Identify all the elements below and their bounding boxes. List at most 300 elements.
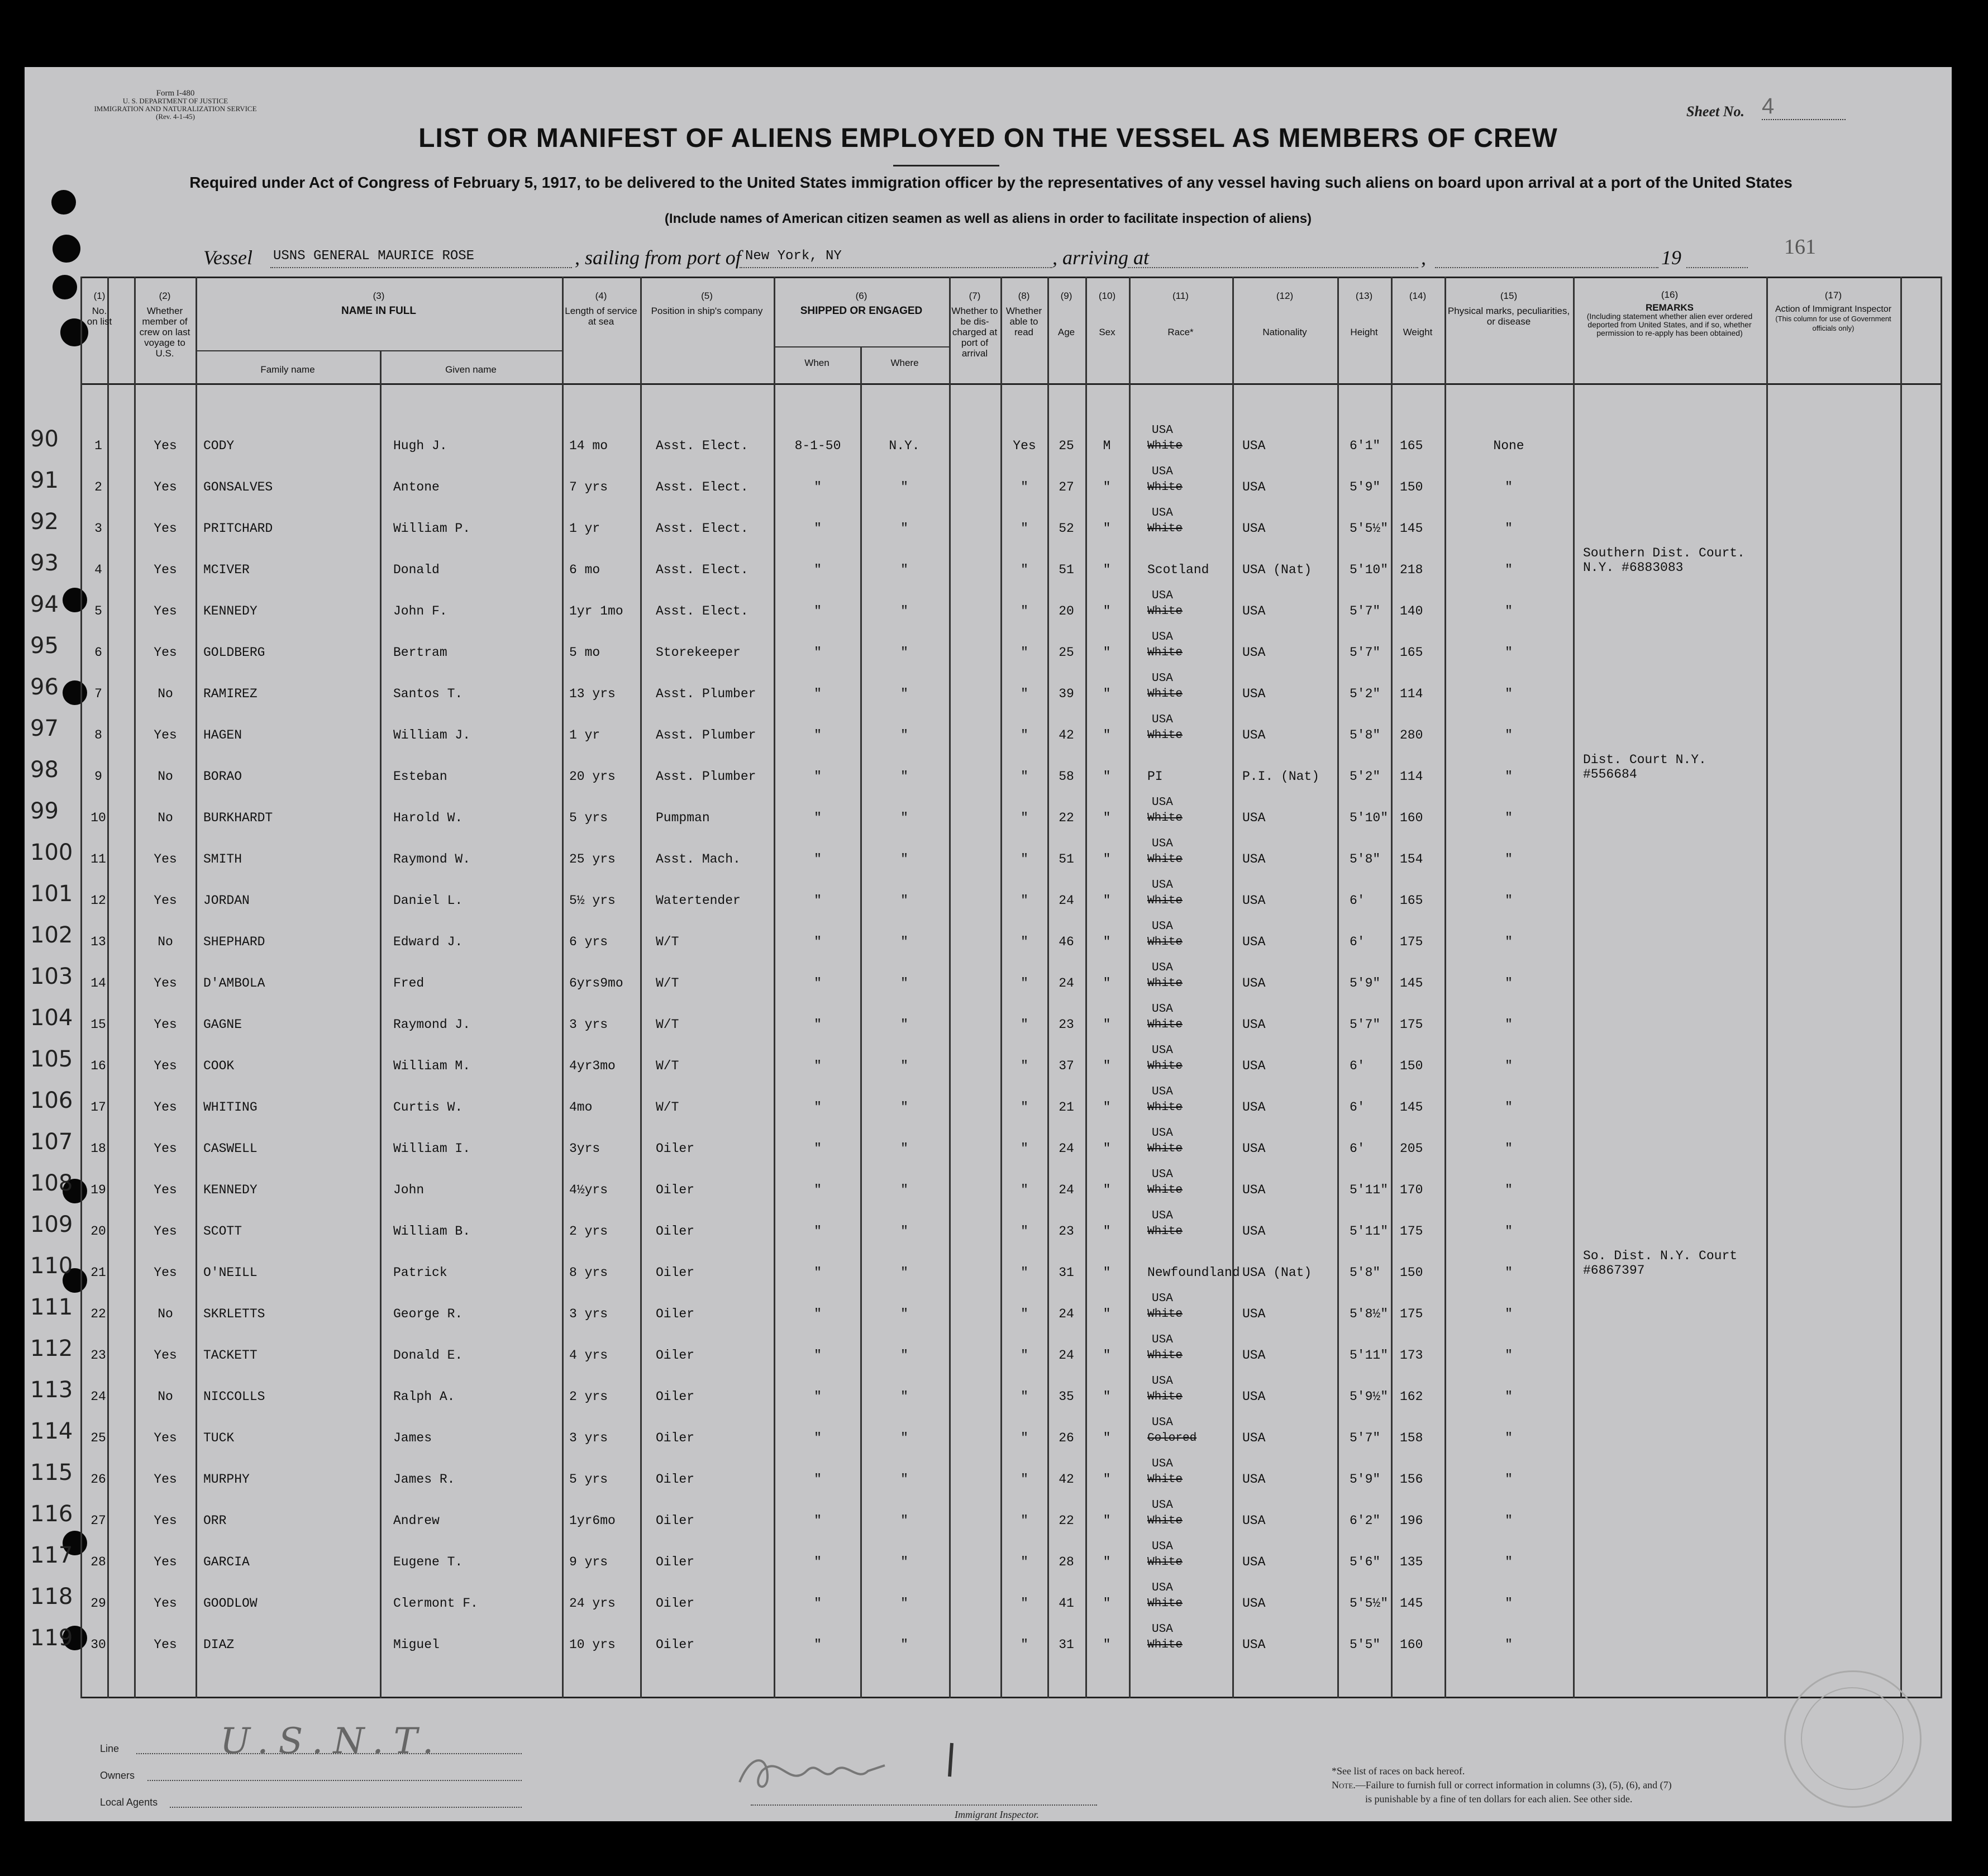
race-original: White	[1147, 1639, 1183, 1651]
row-number: 2	[94, 480, 102, 494]
service-length: 4mo	[569, 1100, 593, 1115]
race-original: White	[1147, 894, 1183, 907]
shipped-when: "	[814, 1513, 822, 1528]
physical-marks: "	[1505, 604, 1513, 618]
prev-voyage: No	[158, 769, 173, 784]
vessel-label: Vessel	[203, 246, 252, 269]
service-length: 5½ yrs	[569, 893, 616, 908]
inspector-signature	[728, 1732, 963, 1804]
physical-marks: "	[1505, 1307, 1513, 1321]
weight: 160	[1400, 811, 1423, 825]
row-number: 25	[90, 1431, 106, 1445]
row-number: 21	[90, 1265, 106, 1280]
race-corrected: USA	[1152, 631, 1173, 644]
physical-marks: "	[1505, 1555, 1513, 1569]
shipped-where: "	[900, 976, 908, 991]
shipped-where: "	[900, 811, 908, 825]
sex: "	[1103, 1555, 1111, 1569]
weight: 175	[1400, 1224, 1423, 1239]
position: Oiler	[656, 1555, 695, 1569]
able-to-read: "	[1021, 480, 1028, 494]
position: Asst. Elect.	[656, 439, 749, 453]
age: 51	[1059, 852, 1074, 866]
sex: "	[1103, 1017, 1111, 1032]
physical-marks: "	[1505, 1265, 1513, 1280]
sex: "	[1103, 1348, 1111, 1363]
nationality: USA	[1242, 1637, 1266, 1652]
given-name: Fred	[393, 976, 425, 991]
weight: 156	[1400, 1472, 1423, 1487]
row-margin-number: 95	[30, 633, 59, 659]
shipped-when: "	[814, 1472, 822, 1487]
service-length: 3 yrs	[569, 1017, 608, 1032]
row-margin-number: 98	[30, 757, 59, 783]
able-to-read: "	[1021, 1637, 1028, 1652]
age: 24	[1059, 976, 1074, 991]
able-to-read: "	[1021, 645, 1028, 660]
family-name: RAMIREZ	[203, 687, 258, 701]
col2-label: Whether member of crew on last voyage to U.S.	[139, 306, 190, 359]
height: 5'11"	[1350, 1224, 1389, 1239]
col8-header	[1000, 291, 1047, 337]
physical-marks: "	[1505, 521, 1513, 536]
family-name: JORDAN	[203, 893, 250, 908]
nationality: USA	[1242, 976, 1266, 991]
races-note: *See list of races on back hereof.	[1332, 1765, 1465, 1777]
col7-number: (7)	[969, 291, 981, 301]
family-name: GOODLOW	[203, 1596, 258, 1611]
service-length: 3yrs	[569, 1141, 600, 1156]
family-name: CASWELL	[203, 1141, 258, 1156]
given-name: Andrew	[393, 1513, 440, 1528]
row-number: 23	[90, 1348, 106, 1363]
race-original: White	[1147, 1391, 1183, 1403]
race-original: White	[1147, 1225, 1183, 1238]
row-margin-number: 92	[30, 509, 59, 535]
shipped-when: "	[814, 728, 822, 742]
row-number: 29	[90, 1596, 106, 1611]
family-name: ORR	[203, 1513, 227, 1528]
physical-marks: "	[1505, 1348, 1513, 1363]
sex: "	[1103, 1307, 1111, 1321]
family-name: GONSALVES	[203, 480, 273, 494]
shipped-where: "	[900, 1637, 908, 1652]
nationality: USA	[1242, 1307, 1266, 1321]
shipped-where: "	[900, 645, 908, 660]
shipped-when: "	[814, 604, 822, 618]
row-number: 1	[94, 439, 102, 453]
physical-marks: "	[1505, 480, 1513, 494]
prev-voyage: Yes	[154, 1141, 177, 1156]
race: Newfoundland	[1147, 1265, 1240, 1280]
row-number: 22	[90, 1307, 106, 1321]
height: 6'	[1350, 1100, 1365, 1115]
row-number: 12	[90, 893, 106, 908]
race-corrected: USA	[1152, 424, 1173, 437]
height: 6'2"	[1350, 1513, 1381, 1528]
physical-marks: "	[1505, 1183, 1513, 1197]
row-number: 10	[90, 811, 106, 825]
weight: 150	[1400, 1265, 1423, 1280]
able-to-read: "	[1021, 1141, 1028, 1156]
family-name: SKRLETTS	[203, 1307, 265, 1321]
col12-label: Nationality	[1262, 327, 1307, 337]
given-name: William B.	[393, 1224, 471, 1239]
position: Oiler	[656, 1513, 695, 1528]
col11-header	[1129, 291, 1232, 337]
given-name: William J.	[393, 728, 471, 742]
service-length: 25 yrs	[569, 852, 616, 866]
shipped-when: "	[814, 1265, 822, 1280]
physical-marks: "	[1505, 811, 1513, 825]
able-to-read: "	[1021, 521, 1028, 536]
shipped-when: "	[814, 1596, 822, 1611]
shipped-where: "	[900, 1389, 908, 1404]
inspector-label: Immigrant Inspector.	[955, 1809, 1039, 1820]
shipped-where: "	[900, 893, 908, 908]
punch-hole	[63, 680, 87, 705]
height: 5'8½"	[1350, 1307, 1389, 1321]
prev-voyage: Yes	[154, 1513, 177, 1528]
row-margin-number: 111	[30, 1294, 73, 1320]
col10-label: Sex	[1099, 327, 1115, 337]
able-to-read: "	[1021, 1348, 1028, 1363]
shipped-when: "	[814, 645, 822, 660]
col6-label: SHIPPED OR ENGAGED	[800, 305, 923, 317]
service-length: 13 yrs	[569, 687, 616, 701]
sex: "	[1103, 1513, 1111, 1528]
nationality: USA	[1242, 1224, 1266, 1239]
nationality: USA	[1242, 1555, 1266, 1569]
col10-number: (10)	[1098, 291, 1116, 301]
height: 5'5½"	[1350, 1596, 1389, 1611]
column-rule	[640, 277, 642, 1698]
shipped-where: "	[900, 1141, 908, 1156]
row-number: 14	[90, 976, 106, 991]
age: 42	[1059, 1472, 1074, 1487]
col7-header	[949, 291, 1000, 359]
row-number: 30	[90, 1637, 106, 1652]
shipped-where: "	[900, 728, 908, 742]
sex: "	[1103, 604, 1111, 618]
prev-voyage: Yes	[154, 1224, 177, 1239]
height: 5'7"	[1350, 645, 1381, 660]
service-length: 7 yrs	[569, 480, 608, 494]
port-field-line	[740, 267, 1052, 268]
row-margin-number: 96	[30, 674, 59, 700]
nationality: USA	[1242, 1596, 1266, 1611]
family-name: D'AMBOLA	[203, 976, 265, 991]
given-name: Eugene T.	[393, 1555, 463, 1569]
physical-marks: "	[1505, 1596, 1513, 1611]
shipped-when: "	[814, 1183, 822, 1197]
age: 23	[1059, 1224, 1074, 1239]
prev-voyage: Yes	[154, 1596, 177, 1611]
service-length: 4 yrs	[569, 1348, 608, 1363]
family-name: DIAZ	[203, 1637, 235, 1652]
family-name-header: Family name	[260, 364, 315, 375]
shipped-when: "	[814, 1389, 822, 1404]
service-length: 20 yrs	[569, 769, 616, 784]
given-name-header: Given name	[445, 364, 497, 375]
height: 5'10"	[1350, 811, 1389, 825]
prev-voyage: Yes	[154, 1348, 177, 1363]
race-corrected: USA	[1152, 1085, 1173, 1098]
prev-voyage: Yes	[154, 563, 177, 577]
service: IMMIGRATION AND NATURALIZATION SERVICE	[94, 104, 257, 113]
nationality: USA	[1242, 1183, 1266, 1197]
shipped-when: "	[814, 976, 822, 991]
race-original: White	[1147, 1308, 1183, 1321]
given-name: Curtis W.	[393, 1100, 463, 1115]
row-number: 16	[90, 1059, 106, 1073]
race-original: White	[1147, 646, 1183, 659]
service-length: 3 yrs	[569, 1431, 608, 1445]
col15-number: (15)	[1500, 291, 1518, 301]
physical-marks: "	[1505, 1637, 1513, 1652]
height: 6'	[1350, 935, 1365, 949]
race-original: White	[1147, 936, 1183, 949]
prev-voyage: Yes	[154, 1431, 177, 1445]
weight: 154	[1400, 852, 1423, 866]
row-margin-number: 110	[30, 1253, 73, 1279]
local-agents-label: Local Agents	[100, 1797, 158, 1808]
weight: 145	[1400, 976, 1423, 991]
weight: 218	[1400, 563, 1423, 577]
position: Asst. Elect.	[656, 604, 749, 618]
column-rule	[1766, 277, 1768, 1698]
age: 24	[1059, 1141, 1074, 1156]
family-name: GAGNE	[203, 1017, 242, 1032]
col2-number: (2)	[159, 291, 171, 301]
position: W/T	[656, 935, 679, 949]
weight: 135	[1400, 1555, 1423, 1569]
row-number: 20	[90, 1224, 106, 1239]
punch-hole	[63, 588, 87, 612]
race-corrected: USA	[1152, 1375, 1173, 1388]
position: Asst. Plumber	[656, 769, 756, 784]
position: W/T	[656, 1100, 679, 1115]
sex: "	[1103, 1389, 1111, 1404]
remarks: So. Dist. N.Y. Court #6867397	[1583, 1249, 1738, 1278]
height: 5'7"	[1350, 1431, 1381, 1445]
able-to-read: "	[1021, 769, 1028, 784]
able-to-read: "	[1021, 728, 1028, 742]
able-to-read: "	[1021, 1183, 1028, 1197]
nationality: USA	[1242, 687, 1266, 701]
shipped-when: "	[814, 480, 822, 494]
family-name: WHITING	[203, 1100, 258, 1115]
position: Oiler	[656, 1265, 695, 1280]
shipped-when: "	[814, 563, 822, 577]
race-corrected: USA	[1152, 1540, 1173, 1553]
sex: "	[1103, 1183, 1111, 1197]
height: 5'8"	[1350, 852, 1381, 866]
given-name: William M.	[393, 1059, 471, 1073]
age: 39	[1059, 687, 1074, 701]
agents-field-line	[170, 1807, 522, 1808]
shipped-when: "	[814, 1100, 822, 1115]
row-margin-number: 93	[30, 550, 59, 576]
family-name: KENNEDY	[203, 1183, 258, 1197]
column-rule	[949, 277, 951, 1698]
table-top-rule	[80, 277, 1941, 278]
column-rule	[1900, 277, 1902, 1698]
note-label: Note.	[1332, 1779, 1356, 1791]
sheet-number-value: 4	[1762, 94, 1846, 120]
family-name: KENNEDY	[203, 604, 258, 618]
position: Oiler	[656, 1389, 695, 1404]
manifest-sheet	[25, 67, 1952, 1821]
port-name: New York, NY	[745, 249, 842, 264]
prev-voyage: Yes	[154, 976, 177, 991]
family-name: O'NEILL	[203, 1265, 258, 1280]
shipped-where: "	[900, 687, 908, 701]
weight: 170	[1400, 1183, 1423, 1197]
shipped-where: "	[900, 521, 908, 536]
row-margin-number: 116	[30, 1501, 73, 1527]
faint-stamp-inner	[1801, 1687, 1904, 1790]
service-length: 2 yrs	[569, 1389, 608, 1404]
given-name: Ralph A.	[393, 1389, 455, 1404]
weight: 175	[1400, 1017, 1423, 1032]
col17-label: Action of Immigrant Inspector	[1775, 304, 1892, 314]
shipped-where: "	[900, 1224, 908, 1239]
row-number: 28	[90, 1555, 106, 1569]
prev-voyage: Yes	[154, 1637, 177, 1652]
sex: "	[1103, 1100, 1111, 1115]
sex: "	[1103, 1431, 1111, 1445]
nationality: USA	[1242, 645, 1266, 660]
shipped-when: "	[814, 1555, 822, 1569]
column-rule	[1085, 277, 1087, 1698]
sailing-label: , sailing from port of	[575, 246, 741, 269]
race-original: White	[1147, 1597, 1183, 1610]
family-name: SMITH	[203, 852, 242, 866]
row-margin-number: 91	[30, 468, 59, 493]
weight: 160	[1400, 1637, 1423, 1652]
height: 5'10"	[1350, 563, 1389, 577]
physical-marks: "	[1505, 935, 1513, 949]
race-corrected: USA	[1152, 465, 1173, 478]
family-name: TACKETT	[203, 1348, 258, 1363]
service-length: 4yr3mo	[569, 1059, 616, 1073]
prev-voyage: Yes	[154, 852, 177, 866]
prev-voyage: Yes	[154, 1100, 177, 1115]
sex: "	[1103, 687, 1111, 701]
able-to-read: "	[1021, 893, 1028, 908]
given-name: Raymond W.	[393, 852, 471, 866]
age: 42	[1059, 728, 1074, 742]
arriving-label: , arriving at	[1052, 246, 1150, 269]
prev-voyage: Yes	[154, 1059, 177, 1073]
col9-header	[1047, 291, 1085, 337]
age: 24	[1059, 1348, 1074, 1363]
column-rule	[1941, 277, 1942, 1698]
row-margin-number: 90	[30, 426, 59, 452]
shipped-when: "	[814, 852, 822, 866]
shipped-where: "	[900, 935, 908, 949]
row-margin-number: 97	[30, 716, 59, 741]
vessel-name: USNS GENERAL MAURICE ROSE	[273, 249, 475, 264]
given-name: Edward J.	[393, 935, 463, 949]
able-to-read: "	[1021, 604, 1028, 618]
able-to-read: "	[1021, 563, 1028, 577]
col1-label: No. on list	[87, 306, 112, 327]
family-name: CODY	[203, 439, 235, 453]
race-original: White	[1147, 1018, 1183, 1031]
col11-label: Race*	[1167, 327, 1194, 337]
physical-marks: "	[1505, 1141, 1513, 1156]
race-corrected: USA	[1152, 1292, 1173, 1305]
given-name: Donald	[393, 563, 440, 577]
weight: 145	[1400, 1100, 1423, 1115]
shipped-where: "	[900, 1265, 908, 1280]
given-name: James	[393, 1431, 432, 1445]
row-margin-number: 119	[30, 1625, 73, 1651]
race-corrected: USA	[1152, 507, 1173, 520]
where-header: Where	[890, 358, 919, 368]
name-subheader-rule	[196, 350, 562, 351]
column-rule	[134, 277, 136, 1698]
subcolumn-rule	[860, 346, 862, 1698]
race-corrected: USA	[1152, 1416, 1173, 1429]
position: Asst. Plumber	[656, 728, 756, 742]
col13-label: Height	[1350, 327, 1378, 337]
row-number: 6	[94, 645, 102, 660]
column-rule	[562, 277, 564, 1698]
column-rule	[1573, 277, 1575, 1698]
weight: 145	[1400, 521, 1423, 536]
age: 58	[1059, 769, 1074, 784]
shipped-where: "	[900, 1183, 908, 1197]
column-rule	[196, 277, 197, 1698]
row-margin-number: 100	[30, 840, 73, 865]
nationality: USA	[1242, 811, 1266, 825]
weight: 175	[1400, 935, 1423, 949]
family-name: BURKHARDT	[203, 811, 273, 825]
remarks: Southern Dist. Court. N.Y. #6883083	[1583, 546, 1745, 575]
row-number: 11	[90, 852, 106, 866]
col9-label: Age	[1057, 327, 1075, 337]
shipped-where: "	[900, 1017, 908, 1032]
race-original: White	[1147, 977, 1183, 990]
row-number: 19	[90, 1183, 106, 1197]
sex: "	[1103, 1472, 1111, 1487]
age: 21	[1059, 1100, 1074, 1115]
height: 5'2"	[1350, 769, 1381, 784]
family-name: MURPHY	[203, 1472, 250, 1487]
race-original: Colored	[1147, 1432, 1197, 1445]
height: 5'9"	[1350, 976, 1381, 991]
row-margin-number: 101	[30, 881, 73, 907]
race-corrected: USA	[1152, 961, 1173, 974]
service-length: 1 yr	[569, 521, 600, 536]
age: 51	[1059, 563, 1074, 577]
row-margin-number: 117	[30, 1542, 73, 1568]
sex: M	[1103, 439, 1111, 453]
service-length: 8 yrs	[569, 1265, 608, 1280]
service-length: 24 yrs	[569, 1596, 616, 1611]
height: 6'	[1350, 893, 1365, 908]
col10-header	[1085, 291, 1129, 337]
prev-voyage: Yes	[154, 1555, 177, 1569]
row-margin-number: 99	[30, 798, 59, 824]
position: Asst. Elect.	[656, 563, 749, 577]
service-length: 6 mo	[569, 563, 600, 577]
position: Asst. Elect.	[656, 480, 749, 494]
age: 23	[1059, 1017, 1074, 1032]
